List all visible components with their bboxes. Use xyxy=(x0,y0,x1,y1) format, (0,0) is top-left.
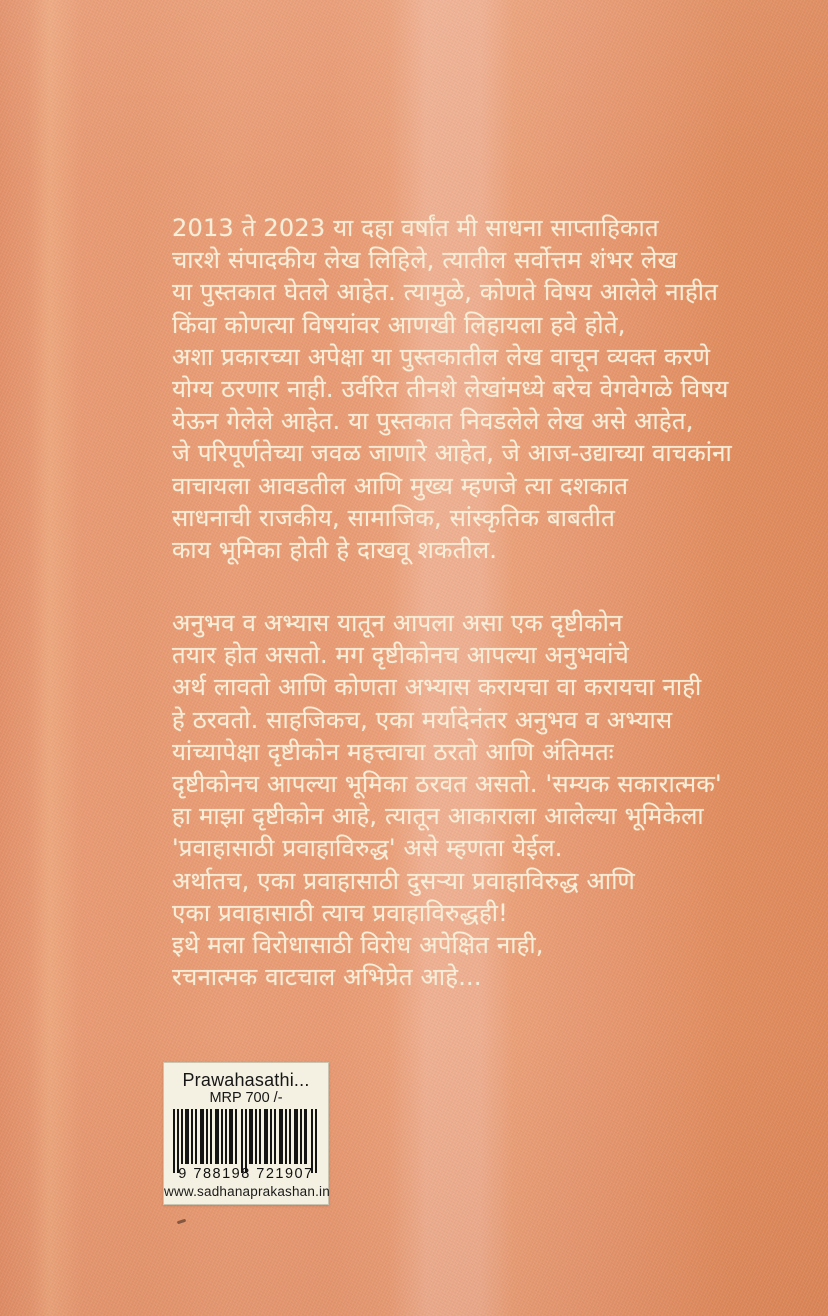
ean13-barcode xyxy=(171,1109,321,1181)
blurb-text-line: अर्थातच, एका प्रवाहासाठी दुसऱ्या प्रवाहाविरुद्ध आणि xyxy=(172,866,635,895)
blurb-text-line: योग्य ठरणार नाही. उर्वरित तीनशे लेखांमध्ये बरेच वेगवेगळे विषय xyxy=(172,375,729,404)
blurb-text-line: किंवा कोणत्या विषयांवर आणखी लिहायला हवे होते, xyxy=(172,310,626,339)
blurb-text-line: अर्थ लावतो आणि कोणता अभ्यास करायचा वा करायचा नाही xyxy=(172,673,702,702)
blurb-text-line: दृष्टीकोनच आपल्या भूमिका ठरवत असतो. 'सम्यक सकारात्मक' xyxy=(172,770,722,799)
blurb-text-line: अनुभव व अभ्यास यातून आपला असा एक दृष्टीकोन xyxy=(172,609,623,637)
blurb-text-line: इथे मला विरोधासाठी विरोध अपेक्षित नाही, xyxy=(172,931,544,960)
blurb-text-line: हा माझा दृष्टीकोन आहे, त्यातून आकाराला आलेल्या भूमिकेला xyxy=(172,802,704,831)
blurb-text-line: 2013 ते 2023 या दहा वर्षांत मी साधना साप्ताहिकात xyxy=(172,214,659,242)
blurb-paragraph-1 xyxy=(172,212,808,566)
blurb-text-line: 'प्रवाहासाठी प्रवाहाविरुद्ध' असे म्हणता येईल. xyxy=(172,834,563,863)
blurb-text-line: या पुस्तकात घेतले आहेत. त्यामुळे, कोणते विषय आलेले नाहीत xyxy=(172,278,719,307)
blurb-text-line: रचनात्मक वाटचाल अभिप्रेत आहे... xyxy=(172,963,482,992)
isbn-number: 9 788198 721907 xyxy=(178,1166,314,1182)
label-mrp-price: MRP 700 /- xyxy=(209,1090,283,1106)
blurb-text-line: वाचायला आवडतील आणि मुख्य म्हणजे त्या दशकात xyxy=(172,471,629,500)
blurb-paragraph-2 xyxy=(172,607,808,993)
blurb-text-line: चारशे संपादकीय लेख लिहिले, त्यातील सर्वोत्तम शंभर लेख xyxy=(172,246,678,275)
blurb-text-line: साधनाची राजकीय, सामाजिक, सांस्कृतिक बाबतीत xyxy=(172,503,615,532)
blurb-text-line: काय भूमिका होती हे दाखवू शकतील. xyxy=(172,536,498,565)
publisher-website: www.sadhanaprakashan.in xyxy=(164,1184,330,1199)
label-book-title: Prawahasathi... xyxy=(182,1070,310,1090)
blurb-text-line: तयार होत असतो. मग दृष्टीकोनच आपल्या अनुभवांचे xyxy=(172,641,629,670)
blurb-text-line: जे परिपूर्णतेच्या जवळ जाणारे आहेत, जे आज-उद्याच्या वाचकांना xyxy=(172,439,732,468)
blurb-text-line: अशा प्रकारच्या अपेक्षा या पुस्तकातील लेख वाचून व्यक्त करणे xyxy=(172,342,711,371)
barcode-label xyxy=(163,1062,329,1205)
blurb-text-line: एका प्रवाहासाठी त्याच प्रवाहाविरुद्धही! xyxy=(172,898,508,927)
blurb-text-line: हे ठरवतो. साहजिकच, एका मर्यादेनंतर अनुभव व अभ्यास xyxy=(172,705,673,734)
cover-speck xyxy=(177,1219,186,1225)
blurb-text-line: येऊन गेलेले आहेत. या पुस्तकात निवडलेले लेख असे आहेत, xyxy=(172,407,694,436)
blurb-text-line: यांच्यापेक्षा दृष्टीकोन महत्त्वाचा ठरतो आणि अंतिमतः xyxy=(172,737,614,766)
